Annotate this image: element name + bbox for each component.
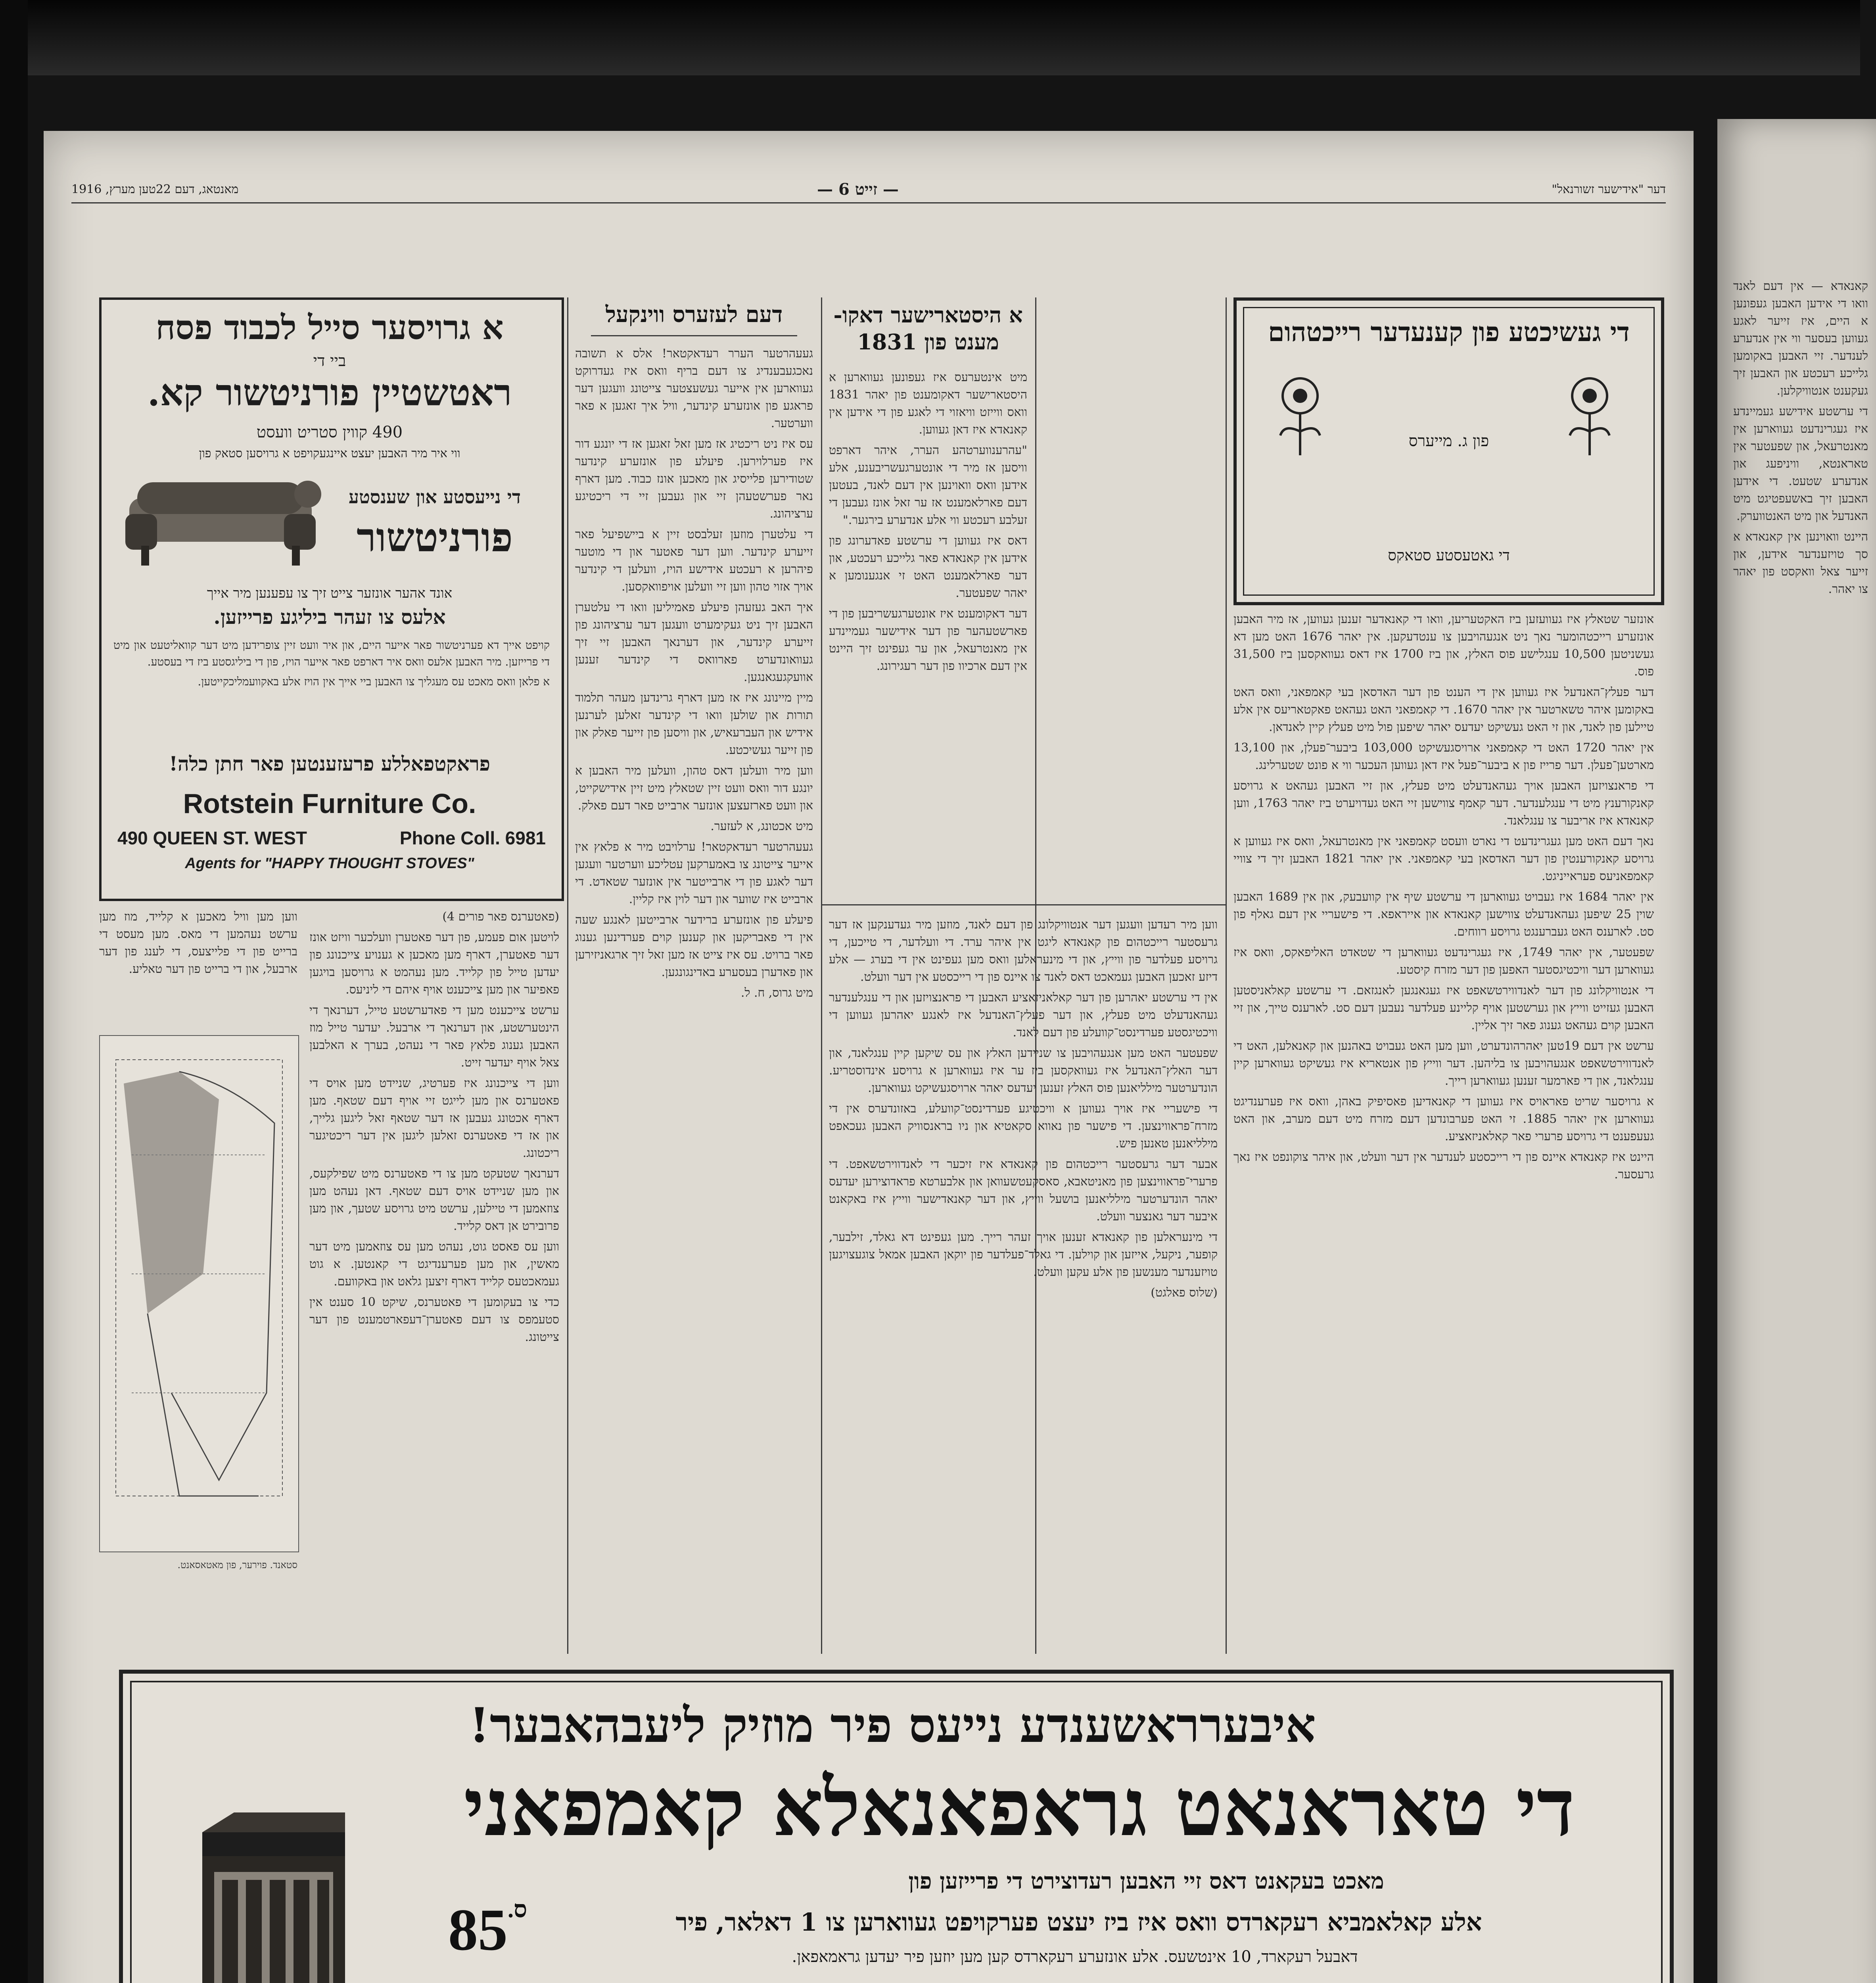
gramophone-ad-headline: איבערראשענדע נייעס פיר מוזיק ליעבהאבער!: [469, 1697, 1316, 1753]
sewing-column-text: (פאטערנס פאר פורים 4) לויטען אום פעמע, פון דער פאטערן וועלכער וויזט אונז דער פאטערן, דארף מען מאכען א גענויע צייכנונג פון יעדען טייל פון קלייד. מען נעהמט א גרויסען בויגען פאפיער און מען צייכענט אויף איהם די ליניעס. ערשט צייכענט מען די פאדערשטע טייל, דערנאך די הינטערשטע, און דערנאך די ארבעל. יעדער טייל מוז האבען גענוג פלאץ פאר די נעהט, בערך א האלבען צאל אויף יעדער זייט. ווען די צייכנונג איז פערטיג, שניידט מען אויס די פאטערנס און מען לייגט זיי אויף דעם שטאף. מען דארף אכטונג געבען אז דער שטאף זאל ליגען גלייך, און אז די פאטערנס זאלען ליגען אין דער ריכטיגער ריכטונג. דערנאך שטעקט מען צו די פאטערנס מיט שפילקעס, און מען שניידט אויס דעם שטאף. דאן נעהט מען צוזאמען די טיילען, ערשט מיט גרויסע שטעך, און מען פרובירט אן דאס קלייד. ווען עס פאסט גוט, נעהט מען עס צוזאמען מיט דער מאשין, און מען פערענדיגט די קאנטען. א גוט געמאכטעס קלייד דארף זיצען גלאט און באקוועם. כדי צו בעקומען די פאטערנס, שיקט 10 סענט אין סטעמפס צו דעם פאטערן־דעפארטמענט פון דער צייטונג.: [309, 910, 559, 1344]
story-byline: פון ג. מייערס: [1408, 432, 1489, 450]
furniture-ad-new-line: די נייעסטע און שענסטע: [349, 486, 521, 508]
story-title: די געשיכטע פון קענעדער רייכטהום: [1268, 316, 1630, 347]
sofa-illustration: [117, 466, 324, 570]
price-unit: ס.: [508, 1896, 528, 1922]
film-border-top: [0, 0, 1860, 75]
running-head-page-number: — זייט 6 —: [817, 180, 899, 199]
pattern-lines: [100, 1036, 298, 1551]
gramophone-ad-offer-1: אלע קאלאמביא רעקארדס וואס איז ביז יעצט פערקויפט געווארען צו 1 דאלאר, פיר: [675, 1908, 1482, 1937]
adjoining-page: [1717, 119, 1876, 1983]
furniture-ad-offer-1: אונד אהער אונזער צייט זיך צו עפענען מיר אייך: [207, 585, 453, 601]
furniture-ad-pitch: ווי איר מיר האבען יעצט איינגעקויפט א גרויסען סטאק פון: [199, 447, 460, 460]
story-subhead: די גאטעסטע סטאקס: [1388, 547, 1510, 564]
furniture-ad-furniture-word: פורניטשור: [357, 514, 513, 561]
furniture-ad-company: Rotstein Furniture Co.: [183, 788, 476, 819]
gramophone-ad-company-yiddish: די טאראנאט גראפאנאלא קאמפאני: [464, 1761, 1575, 1854]
running-head-title: דער "אידישער זשורנאל": [1552, 182, 1666, 196]
gramophone-ad-offer-1-detail: דאבעל רעקארד, 10 אינטשעס. אלע אונזערע רעקארדס קען מען יוזען פיר יעדען גראמאפאן.: [792, 1948, 1358, 1966]
section-rule: [821, 904, 1226, 905]
furniture-ad-gift-line: פראקטפאללע פרעזענטען פאר חתן כלה!: [169, 752, 490, 775]
column-3-lower-text: ווען מיר רעדען וועגען דער אנטוויקלונג פון דעם לאנד, מוזען מיר געדענקען אז דער גרעסטער רייכטהום פון קאנאדא ליגט אין איהר ערד. די וועלדער, די טייכען, די גרויסע פעלדער פון ווייץ, און די מינעראלען וואס מען געפינט אין די בערג — אלע דיזע זאכען האבען געמאכט דאס לאנד צו איינס פון די רייכסטע אין דער וועלט. אין די ערשטע יאהרען פון דער קאלאניזאציע האבען די פראנצויזען און די ענגלענדער געהאנדעלט מיט פעלץ, און דער פעלץ־האנדעל איז לאנגע יאהרען געווען די וויכטיגסטע פערדינסט־קוועלע פון דעם לאנד. שפעטער האט מען אנגעהויבען צו שניידען האלץ און עס שיקען קיין ענגלאנד, און דער האלץ־האנדעל איז געוואקסען ביז ער איז געווארען א גרויסע אינדוסטריע. הונדערטער מילליאנען פוס האלץ זענען יעדעס יאהר ארויסגעשיקט געווארען. די פישעריי איז אויך געווען א וויכטיגע פערדינסט־קוועלע, באזונדערס אין די מזרח־פראווינצען. די פישער פון נאווא סקאטיא און ניו בראנסוויק האבען געכאפט מילליאנען טאנען פיש. אבער דער גרעסטער רייכטהום פון קאנאדא איז זיכער די לאנדווירטשאפט. די פרערי־פראווינצען פון מאניטאבא, סאסקעטשעוואן און אלבערטא פראדוצירען יעדעס יאהר הונדערטער מילליאנען בושעל ווייץ, און דער קאנאדישער ווייץ איז באקאנט איבער דער גאנצער וועלט. די מינעראלען פון קאנאדא זענען אויך זעהר רייך. מען געפינט דא גאלד, זילבער, קופער, ניקעל, אייזען און קוילען. די גאלד־פעלדער פון יוקאן האבען אמאל צוגעצויגען טויזענדער מענשען פון אלע עקען וועלט. (שלוס פאלגט): [829, 918, 1218, 1300]
running-head: [71, 178, 1666, 203]
story-title-box: [1233, 297, 1664, 605]
column-head-historic-document: א היסטארישער דאקו- מענט פון 1831: [833, 302, 1023, 355]
column-rule: [821, 297, 822, 1654]
furniture-ad-headline: א גרויסער סייל לכבוד פסח: [155, 308, 504, 347]
story-text: אונזער שטאלץ איז געוועזען ביז האקטעריען, וואו די קאנאדער זענען געווען, אז מיר האבען אונזערע רייכטהומער נאך ניט אנגעהויבען צו ענטדעקען. אין יאהר 1676 האט מען דא געשניטען 10,500 ענגלישע פוס האלץ, און ביז 1700 איז דאס געוואקסען ביז 31,500 פוס. דער פעלץ־האנדעל איז געווען אין די הענט פון דער האדסאן בעי קאמפאני, וואס האט באקומען איהר טשארטער אין יאהר 1670. די קאמפאני האט געהאט פאקטאריעס אין אלע טיילען פון לאנד, און זי האט געשיקט יעדעס יאהר שיפען פול מיט פעלץ קיין לאנדאן. אין יאהר 1720 האט די קאמפאני ארויסגעשיקט 103,000 ביבער־פעלן, און 13,100 מארטען־פעלן. דער פרייז פון א ביבער־פעל איז דאן געווען העכער ווי א פונט שטערלינג. די פראנצויזען האבען אויך געהאנדעלט מיט פעלץ, און זיי האבען געהאט א גרויסע קאנקורענץ מיט די ענגלענדער. דער קאמף צווישען זיי האט געדויערט ביז יאהר 1763, ווען קאנאדא איז אריבער צו ענגלאנד. נאך דעם האט מען געגרינדעט די נארט וועסט קאמפאני אין מאנטרעאל, וואס איז געווען א גרויסע קאנקורענטין פון דער האדסאן בעי קאמפאני. אין יאהר 1821 האבען זיך די צוויי קאמפאניעס פעראייניגט. אין יאהר 1684 איז געבויט געווארען די ערשטע שיף אין קוועבעק, און אין 1689 האבען שוין 25 שיפען געהאנדעלט צווישען קאנאדא און אייראפא. די פישעריי אין דעם גאלף פון סט. לארענס האט געברענגט גרויסע רווחים. שפעטער, אין יאהר 1749, איז געגרינדעט געווארען די שטאדט האליפאקס, וואס איז געווארען דער וויכטיגסטער האפען פון דער מזרח קיסטע. די אנטוויקלונג פון דער לאנדווירטשאפט איז געגאנגען לאנגזאם. די ערשטע קאלאניסטען האבען געזייט ווייץ און גערשטען אויף קליינע פעלדער נעבען דעם סט. לארענס טייך, און זיי האבען קוים געהאט גענוג פאר זיך אליין. ערשט אין דעם 19טען יאהרהונדערט, ווען מען האט געבויט באהנען און קאנאלען, האט די לאנדווירטשאפט אנגעהויבען צו בליהען. דער ווייץ פון אנטאריא איז געשיקט געווארען קיין ענגלאנד, און די פארמער זענען געווארען רייך. א גרויסער שריט פאראויס איז געווען די קאנאדיען פאסיפיק באהן, וואס איז פערענדיגט געווארען אין יאהר 1885. זי האט פערבונדען דעם מזרח מיט דעם מערב, און האט געעפענט די גרויסע פרערי פאר קאלאניזאציע. היינט איז קאנאדא איינס פון די רייכסטע לענדער אין דער וועלט, און איהר צוקונפט איז נאך גרעסער.: [1233, 612, 1654, 1181]
furniture-ad-phone: Phone Coll. 6981: [399, 828, 546, 848]
furniture-ad-store-name: ראטשטיין פורניטשור קא.: [147, 371, 512, 414]
price-85-cents: [448, 1896, 527, 1964]
furniture-ad-offer-2: אלעס צו זעהר ביליגע פרייזען.: [213, 605, 446, 629]
adjoining-page-text: קאנאדא — אין דעם לאנד וואו די אידען האבען געפונען א היים, איז זייער לאגע געווען בעסער ווי אין אנדערע לענדער. זיי האבען באקומען גלייכע רעכטע און האבען זיך געקענט אנטוויקלען. די ערשטע אידישע געמיינדע איז געגרינדעט געווארען אין מאנטרעאל, און שפעטער אין טאראנטא, וויניפעג און אנדערע שטעט. די אידען האבען זיך באשעפטיגט מיט האנדעל און מיט האנטווערק. היינט וואוינען אין קאנאדא א סך טויזענדער אידען, און זייער צאל וואקסט פון יאהר צו יאהר.: [1733, 279, 1868, 596]
headline-underline: [591, 335, 797, 336]
film-border-left: [0, 0, 28, 1983]
furniture-ad-address-yiddish: 490 קווין סטריט וועסט: [256, 423, 403, 441]
historic-document-text: מיט אינטערעס איז געפונען געווארען א היסטארישער דאקומענט פון יאהר 1831 וואס ווייזט וויאזוי די לאגע פון די אידען אין קאנאדא איז דאן געווען. "עהרענווערטהע הערר, איהר דארפט וויסען אז מיר די אונטערגעשריבענע, אלע אידען וואס וואוינען אין דעם לאנד, בעטען דעם פארלאמענט אז ער זאל אונז געבען די זעלבע רעכטע ווי אלע אנדערע בירגער." דאס איז געווען די ערשטע פאדערונג פון אידען אין קאנאדא פאר גלייכע רעכטע, און דער פארלאמענט האט זי אנגענומען א יאהר שפעטער. דער דאקומענט איז אונטערגעשריבען פון די פארשטעהער פון דער אידישער געמיינדע אין מאנטרעאל, און ער געפינט זיך היינט אין דעם ארכיוו פון דער רעגירונג.: [829, 370, 1027, 673]
furniture-ad-preposition: ביי די: [313, 352, 346, 370]
column-rule: [1226, 297, 1227, 1654]
running-head-date: מאנטאג, דעם 22טען מערץ, 1916: [71, 182, 239, 196]
gramophone-cabinet-illustration: [178, 1816, 369, 1983]
column-rule: [567, 297, 568, 1654]
price-value: 85: [448, 1897, 508, 1963]
furniture-ad-address: 490 QUEEN ST. WEST: [117, 828, 307, 848]
flower-ornament-icon: [1272, 372, 1328, 459]
flower-ornament-icon: [1562, 372, 1617, 459]
furniture-advertisement: [99, 297, 564, 901]
column-head-readers-corner: דעם לעזערס ווינקעל: [605, 301, 783, 328]
pattern-caption: סטאנד. פוירער, פון מאטאסאנט.: [177, 1559, 297, 1571]
gramophone-ad-intro: מאכט בעקאנט דאס זיי האבען רעדוצירט די פרייזען פון: [908, 1868, 1384, 1894]
sewing-column-intro: ווען מען וויל מאכען א קלייד, מוז מען ערשט נעהמען די מאס. מען מעסט די ברייט פון די פלייצעס, די לענג פון דער ארבעל, און די ברייט פון דער טאליע.: [99, 910, 297, 976]
furniture-ad-agents: Agents for "HAPPY THOUGHT STOVES": [185, 855, 474, 872]
gramophone-advertisement: [119, 1670, 1674, 1983]
newspaper-page: [44, 131, 1694, 1983]
dress-pattern-diagram: [99, 1035, 299, 1552]
furniture-ad-body: קויפט אייך דא פערניטשור פאר אייער היים, און איר וועט זיין צופרידען מיט דער קוואליטעט און מיט די פרייזען. מיר האבען אלעס וואס איר דארפט פאר אייער הויז, פון די ביליגסטע ביז די בעסטע. א פלאן וואס מאכט עס מעגליך צו האבען ביי אייך אין הויז אלע באקוועמליכקייטען.: [113, 639, 550, 688]
readers-corner-text: געעהרטער הערר רעדאקטאר! אלס א תשובה נאכגעבענדיג צו דעם בריף וואס איז געדרוקט געווארען אין אייער געשעצטער צייטונג וועגען דער פראגע פון אונזערע קינדער, וויל איך זאגען א פאר ווערטער. עס איז ניט ריכטיג אז מען זאל זאגען אז די יונגע דור איז פערלוירען. פיעלע פון אונזערע קינדער שטודירען פלייסיג און מאכען אונז כבוד. מען דארף נאר פערשטעהן זיי און געבען זיי די ריכטיגע ערציהונג. די עלטערן מוזען זעלבסט זיין א ביישפיעל פאר זייערע קינדער. ווען דער פאטער און די מוטער פיהרען א רעכטע אידישע הויז, וועלען די קינדער אויך אזוי טהון ווען זיי וועלען אויפוואקסען. איך האב געזעהן פיעלע פאמיליען וואו די עלטערן האבען זיך ניט געקימערט וועגען דער ערציהונג פון זייערע קינדער, און דערנאך האבען זיי זיך געוואונדערט פארוואס די קינדער זענען אוועקגעגאנגען. מיין מיינונג איז אז מען דארף גרינדען מעהר תלמוד תורות און שולען וואו די קינדער זאלען לערנען אידיש און העברעאיש, און וויסען פון זייער פאלק און פון זייער געשיכטע. ווען מיר וועלען דאס טהון, וועלען מיר האבען א יונגע דור וואס וועט זיין שטאלץ מיט זיין אידישקייט, און וועט פארזעצען אונזער ארבייט פאר דעם פאלק. מיט אכטונג, א לעזער. געעהרטער רעדאקטאר! ערלויבט מיר א פלאץ אין אייער צייטונג צו באמערקען עטליכע ווערטער וועגען דער לאגע פון די ארבייטער אין אונזער שטאדט. די ארבייט איז שווער און דער לוין איז קליין. פיעלע פון אונזערע ברידער ארבייטען לאנגע שעה אין די פאבריקען און קענען קוים פערדינען גענוג פאר ברויט. עס איז צייט אז מען זאל זיך ארגאניזירען און פאדערן בעסערע באדינגונגען. מיט גרוס, ח. ל.: [575, 347, 813, 1000]
